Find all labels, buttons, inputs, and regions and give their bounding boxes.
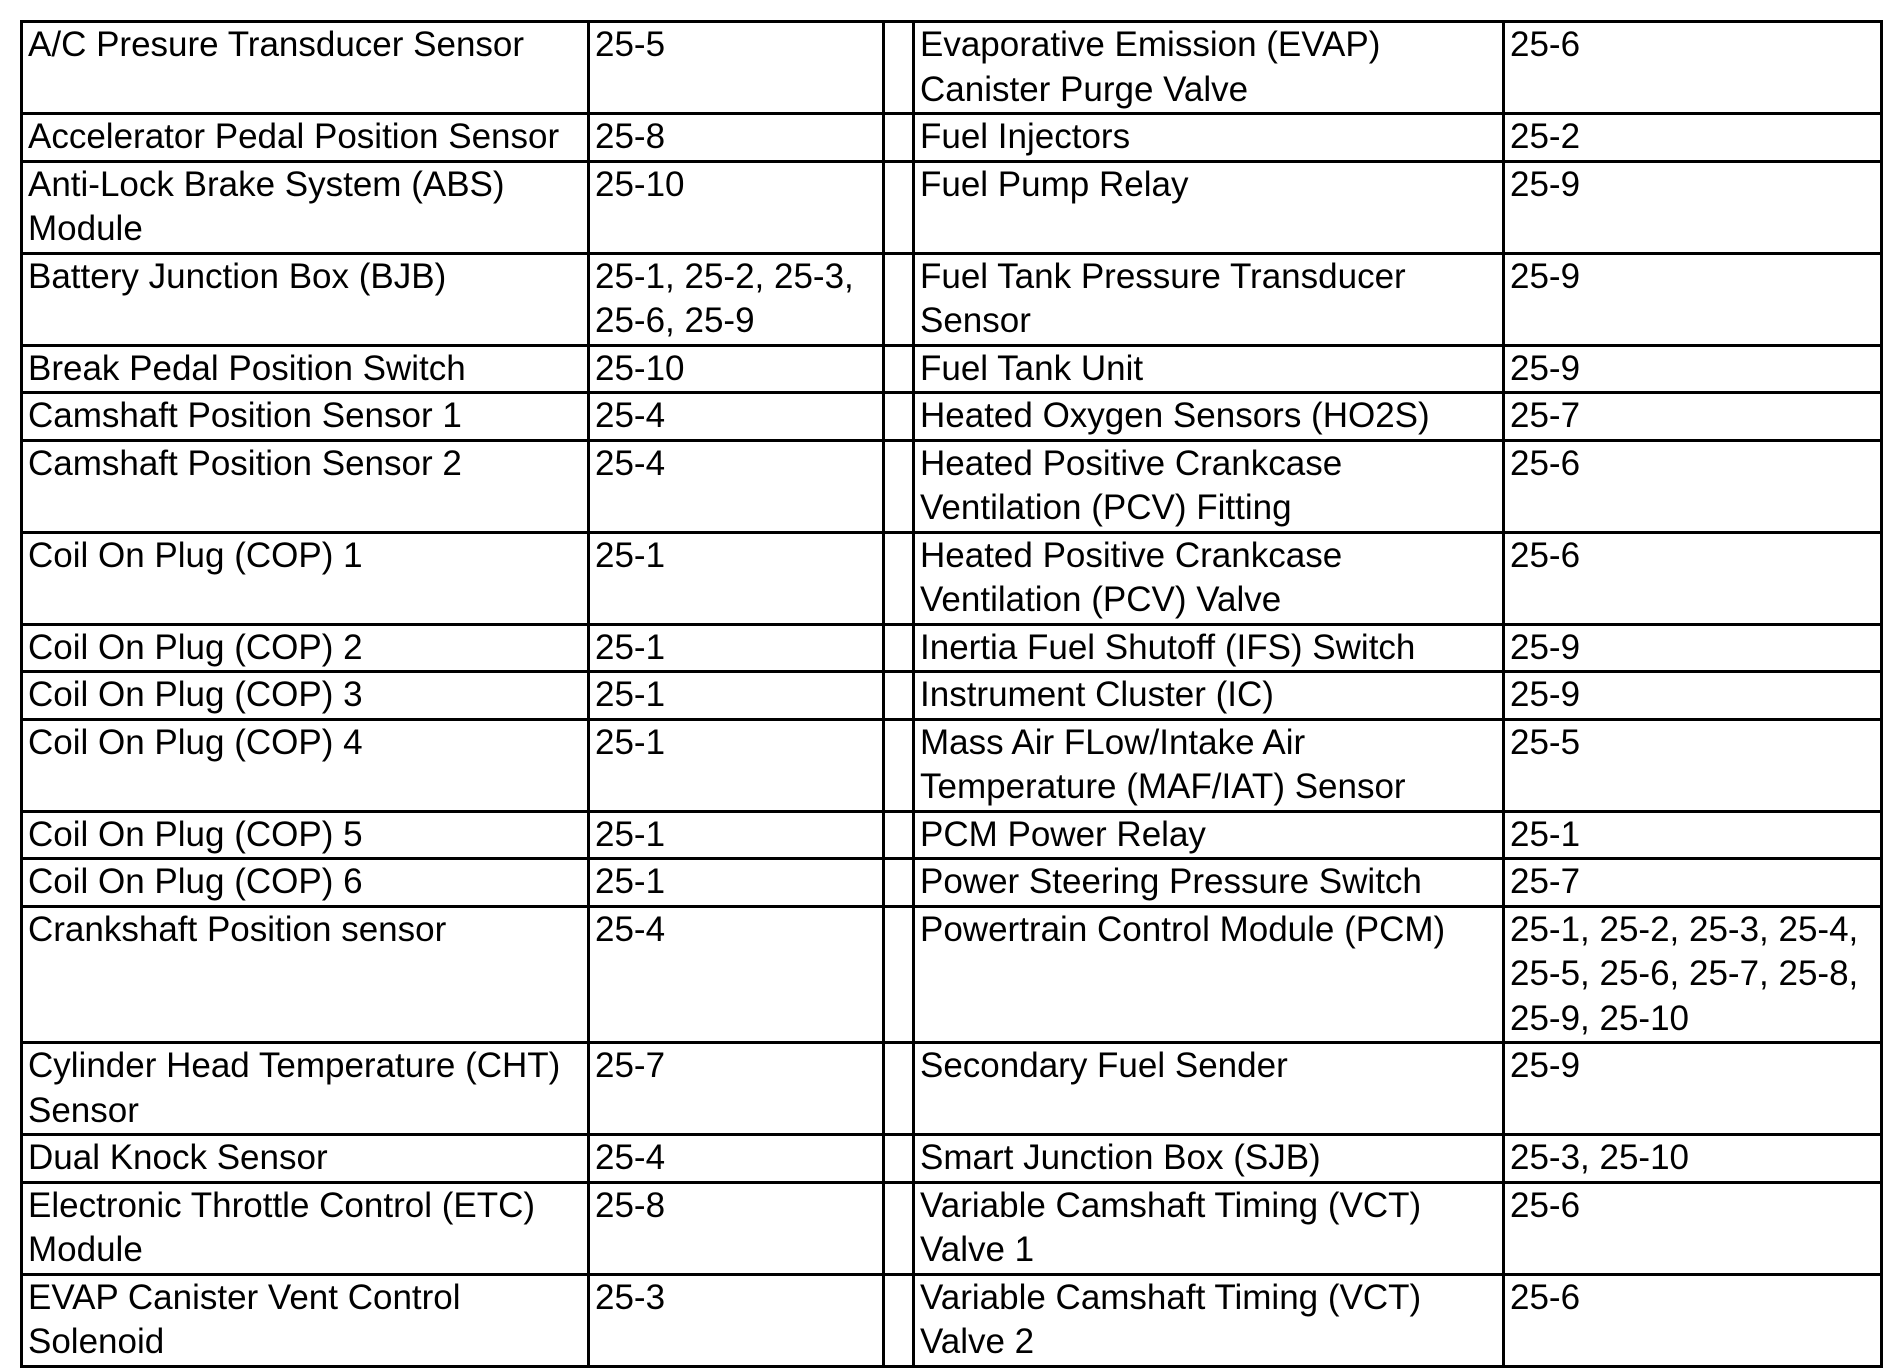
component-name-cell: Coil On Plug (COP) 4 [22,719,589,811]
component-name-cell: Coil On Plug (COP) 2 [22,624,589,672]
table-row [22,161,1882,253]
component-name-cell: Variable Camshaft Timing (VCT) Valve 1 [914,1182,1504,1274]
page-reference-cell: 25-7 [1504,859,1882,907]
page-reference-cell: 25-8 [589,114,884,162]
table-row [22,672,1882,720]
table-row [22,253,1882,345]
page-reference-cell: 25-6 [1504,440,1882,532]
table-row [22,1043,1882,1135]
column-gap-cell [884,672,914,720]
page-reference-cell: 25-4 [589,440,884,532]
component-name-cell: Fuel Tank Unit [914,345,1504,393]
component-name-cell: EVAP Canister Vent Control Solenoid [22,1274,589,1366]
column-gap-cell [884,1182,914,1274]
page-reference-cell: 25-4 [589,393,884,441]
component-name-cell: Heated Oxygen Sensors (HO2S) [914,393,1504,441]
column-gap-cell [884,440,914,532]
column-gap-cell [884,811,914,859]
component-index-table [20,20,1883,1368]
page-reference-cell: 25-1 [589,859,884,907]
page-reference-cell: 25-9 [1504,161,1882,253]
column-gap-cell [884,859,914,907]
page-reference-cell: 25-1 [589,672,884,720]
column-gap-cell [884,393,914,441]
table-row [22,624,1882,672]
component-name-cell: Heated Positive Crankcase Ventilation (PCV) Valve [914,532,1504,624]
page-reference-cell: 25-3 [589,1274,884,1366]
component-name-cell: Fuel Tank Pressure Transducer Sensor [914,253,1504,345]
column-gap-cell [884,1043,914,1135]
component-name-cell: Dual Knock Sensor [22,1135,589,1183]
column-gap-cell [884,906,914,1043]
table-row [22,859,1882,907]
component-name-cell: Heated Positive Crankcase Ventilation (PCV) Fitting [914,440,1504,532]
table-body [22,22,1882,1367]
page-reference-cell: 25-9 [1504,672,1882,720]
component-name-cell: Battery Junction Box (BJB) [22,253,589,345]
page-reference-cell: 25-1 [589,811,884,859]
page-reference-cell: 25-1 [589,624,884,672]
table-row [22,393,1882,441]
component-name-cell: Break Pedal Position Switch [22,345,589,393]
page-reference-cell: 25-1 [589,532,884,624]
table-row [22,114,1882,162]
component-name-cell: A/C Presure Transducer Sensor [22,22,589,114]
column-gap-cell [884,253,914,345]
page-reference-cell: 25-1 [1504,811,1882,859]
page-reference-cell: 25-10 [589,345,884,393]
component-name-cell: Coil On Plug (COP) 1 [22,532,589,624]
table-row [22,1135,1882,1183]
page-reference-cell: 25-8 [589,1182,884,1274]
page-reference-cell: 25-7 [1504,393,1882,441]
component-name-cell: Cylinder Head Temperature (CHT) Sensor [22,1043,589,1135]
component-name-cell: Camshaft Position Sensor 2 [22,440,589,532]
table-row [22,532,1882,624]
page-reference-cell: 25-4 [589,906,884,1043]
component-name-cell: PCM Power Relay [914,811,1504,859]
component-name-cell: Fuel Pump Relay [914,161,1504,253]
column-gap-cell [884,114,914,162]
page-reference-cell: 25-6 [1504,1182,1882,1274]
table-row [22,1274,1882,1366]
component-name-cell: Camshaft Position Sensor 1 [22,393,589,441]
component-name-cell: Inertia Fuel Shutoff (IFS) Switch [914,624,1504,672]
column-gap-cell [884,22,914,114]
page-reference-cell: 25-7 [589,1043,884,1135]
page-reference-cell: 25-2 [1504,114,1882,162]
page-reference-cell: 25-1, 25-2, 25-3, 25-4, 25-5, 25-6, 25-7, 25-8, 25-9, 25-10 [1504,906,1882,1043]
component-name-cell: Accelerator Pedal Position Sensor [22,114,589,162]
column-gap-cell [884,161,914,253]
component-name-cell: Powertrain Control Module (PCM) [914,906,1504,1043]
component-name-cell: Electronic Throttle Control (ETC) Module [22,1182,589,1274]
page-reference-cell: 25-6 [1504,1274,1882,1366]
table-row [22,719,1882,811]
column-gap-cell [884,1135,914,1183]
table-row [22,1182,1882,1274]
page-reference-cell: 25-9 [1504,624,1882,672]
component-name-cell: Variable Camshaft Timing (VCT) Valve 2 [914,1274,1504,1366]
table-row [22,440,1882,532]
table-row [22,345,1882,393]
page-reference-cell: 25-1, 25-2, 25-3, 25-6, 25-9 [589,253,884,345]
component-name-cell: Anti-Lock Brake System (ABS) Module [22,161,589,253]
component-name-cell: Evaporative Emission (EVAP) Canister Purge Valve [914,22,1504,114]
component-name-cell: Mass Air FLow/Intake Air Temperature (MAF/IAT) Sensor [914,719,1504,811]
page-reference-cell: 25-9 [1504,345,1882,393]
column-gap-cell [884,345,914,393]
column-gap-cell [884,624,914,672]
column-gap-cell [884,719,914,811]
page-reference-cell: 25-6 [1504,22,1882,114]
component-name-cell: Coil On Plug (COP) 5 [22,811,589,859]
column-gap-cell [884,1274,914,1366]
component-name-cell: Coil On Plug (COP) 6 [22,859,589,907]
table-row [22,22,1882,114]
page-reference-cell: 25-5 [589,22,884,114]
component-name-cell: Instrument Cluster (IC) [914,672,1504,720]
page-reference-cell: 25-9 [1504,253,1882,345]
component-name-cell: Fuel Injectors [914,114,1504,162]
page-reference-cell: 25-4 [589,1135,884,1183]
page-reference-cell: 25-6 [1504,532,1882,624]
component-name-cell: Power Steering Pressure Switch [914,859,1504,907]
component-name-cell: Coil On Plug (COP) 3 [22,672,589,720]
page-reference-cell: 25-9 [1504,1043,1882,1135]
component-name-cell: Smart Junction Box (SJB) [914,1135,1504,1183]
page-reference-cell: 25-3, 25-10 [1504,1135,1882,1183]
page-reference-cell: 25-1 [589,719,884,811]
column-gap-cell [884,532,914,624]
table-row [22,906,1882,1043]
page-reference-cell: 25-5 [1504,719,1882,811]
component-name-cell: Crankshaft Position sensor [22,906,589,1043]
table-row [22,811,1882,859]
page-reference-cell: 25-10 [589,161,884,253]
component-name-cell: Secondary Fuel Sender [914,1043,1504,1135]
